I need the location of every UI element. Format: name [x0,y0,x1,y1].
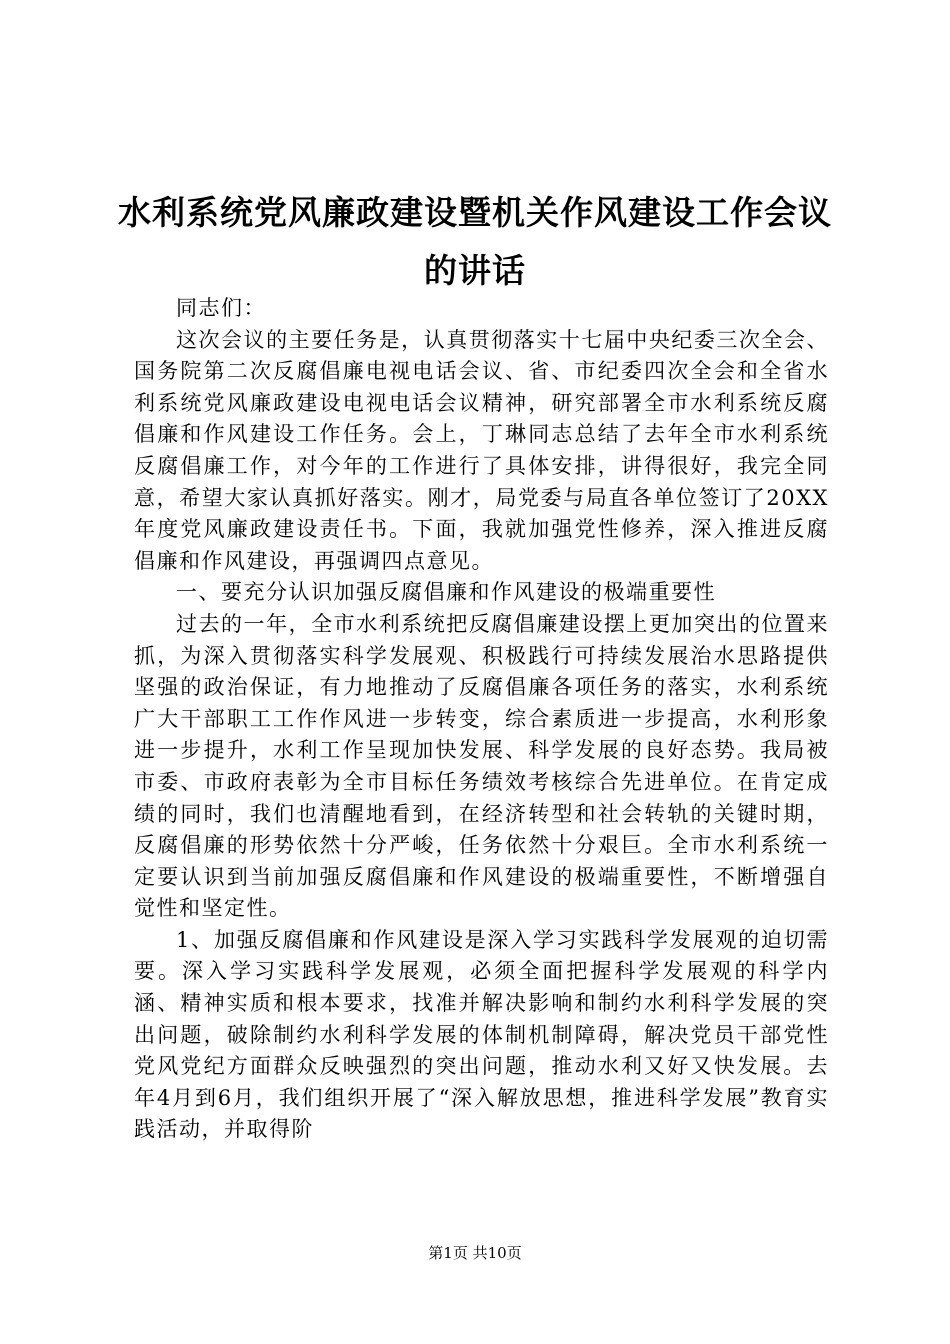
paragraph-point-1: 1、加强反腐倡廉和作风建设是深入学习实践科学发展观的迫切需要。深入学习实践科学发展观，必须全面把握科学发展观的科学内涵、精神实质和根本要求，找准并解决影响和制约水利科学发展的突出问题，破除制约水利科学发展的体制机制障碍，解决党员干部党性党风党纪方面群众反映强烈的突出问题，推动水利又好又快发展。去年4月到6月，我们组织开展了“深入解放思想，推进科学发展”教育实践活动，并取得阶 [134,927,829,1142]
section-heading-1: 一、要充分认识加强反腐倡廉和作风建设的极端重要性 [176,580,716,605]
salutation: 同志们： [176,296,266,320]
page-footer: 第1页 共10页 [428,1244,522,1262]
document-body [134,293,829,1146]
paragraph-section-1: 过去的一年，全市水利系统把反腐倡廉建设摆上更加突出的位置来抓，为深入贯彻落实科学发展观、积极践行可持续发展治水思路提供坚强的政治保证，有力地推动了反腐倡廉各项任务的落实，水利系统广大干部职工工作作风进一步转变，综合素质进一步提高，水利形象进一步提升，水利工作呈现加快发展、科学发展的良好态势。我局被市委、市政府表彰为全市目标任务绩效考核综合先进单位。在肯定成绩的同时，我们也清醒地看到，在经济转型和社会转轨的关键时期，反腐倡廉的形势依然十分严峻，任务依然十分艰巨。全市水利系统一定要认识到当前加强反腐倡廉和作风建设的极端重要性，不断增强自觉性和坚定性。 [134,611,829,921]
document-title: 水利系统党风廉政建设暨机关作风建设工作会议的讲话 [118,193,832,290]
paragraph-intro: 这次会议的主要任务是，认真贯彻落实十七届中央纪委三次全会、国务院第二次反腐倡廉电视电话会议、省、市纪委四次全会和全省水利系统党风廉政建设电视电话会议精神，研究部署全市水利系统反腐倡廉和作风建设工作任务。会上，丁琳同志总结了去年全市水利系统反腐倡廉工作，对今年的工作进行了具体安排，讲得很好，我完全同意，希望大家认真抓好落实。刚才，局党委与局直各单位签订了20XX年度党风廉政建设责任书。下面，我就加强党性修养，深入推进反腐倡廉和作风建设，再强调四点意见。 [134,327,829,573]
